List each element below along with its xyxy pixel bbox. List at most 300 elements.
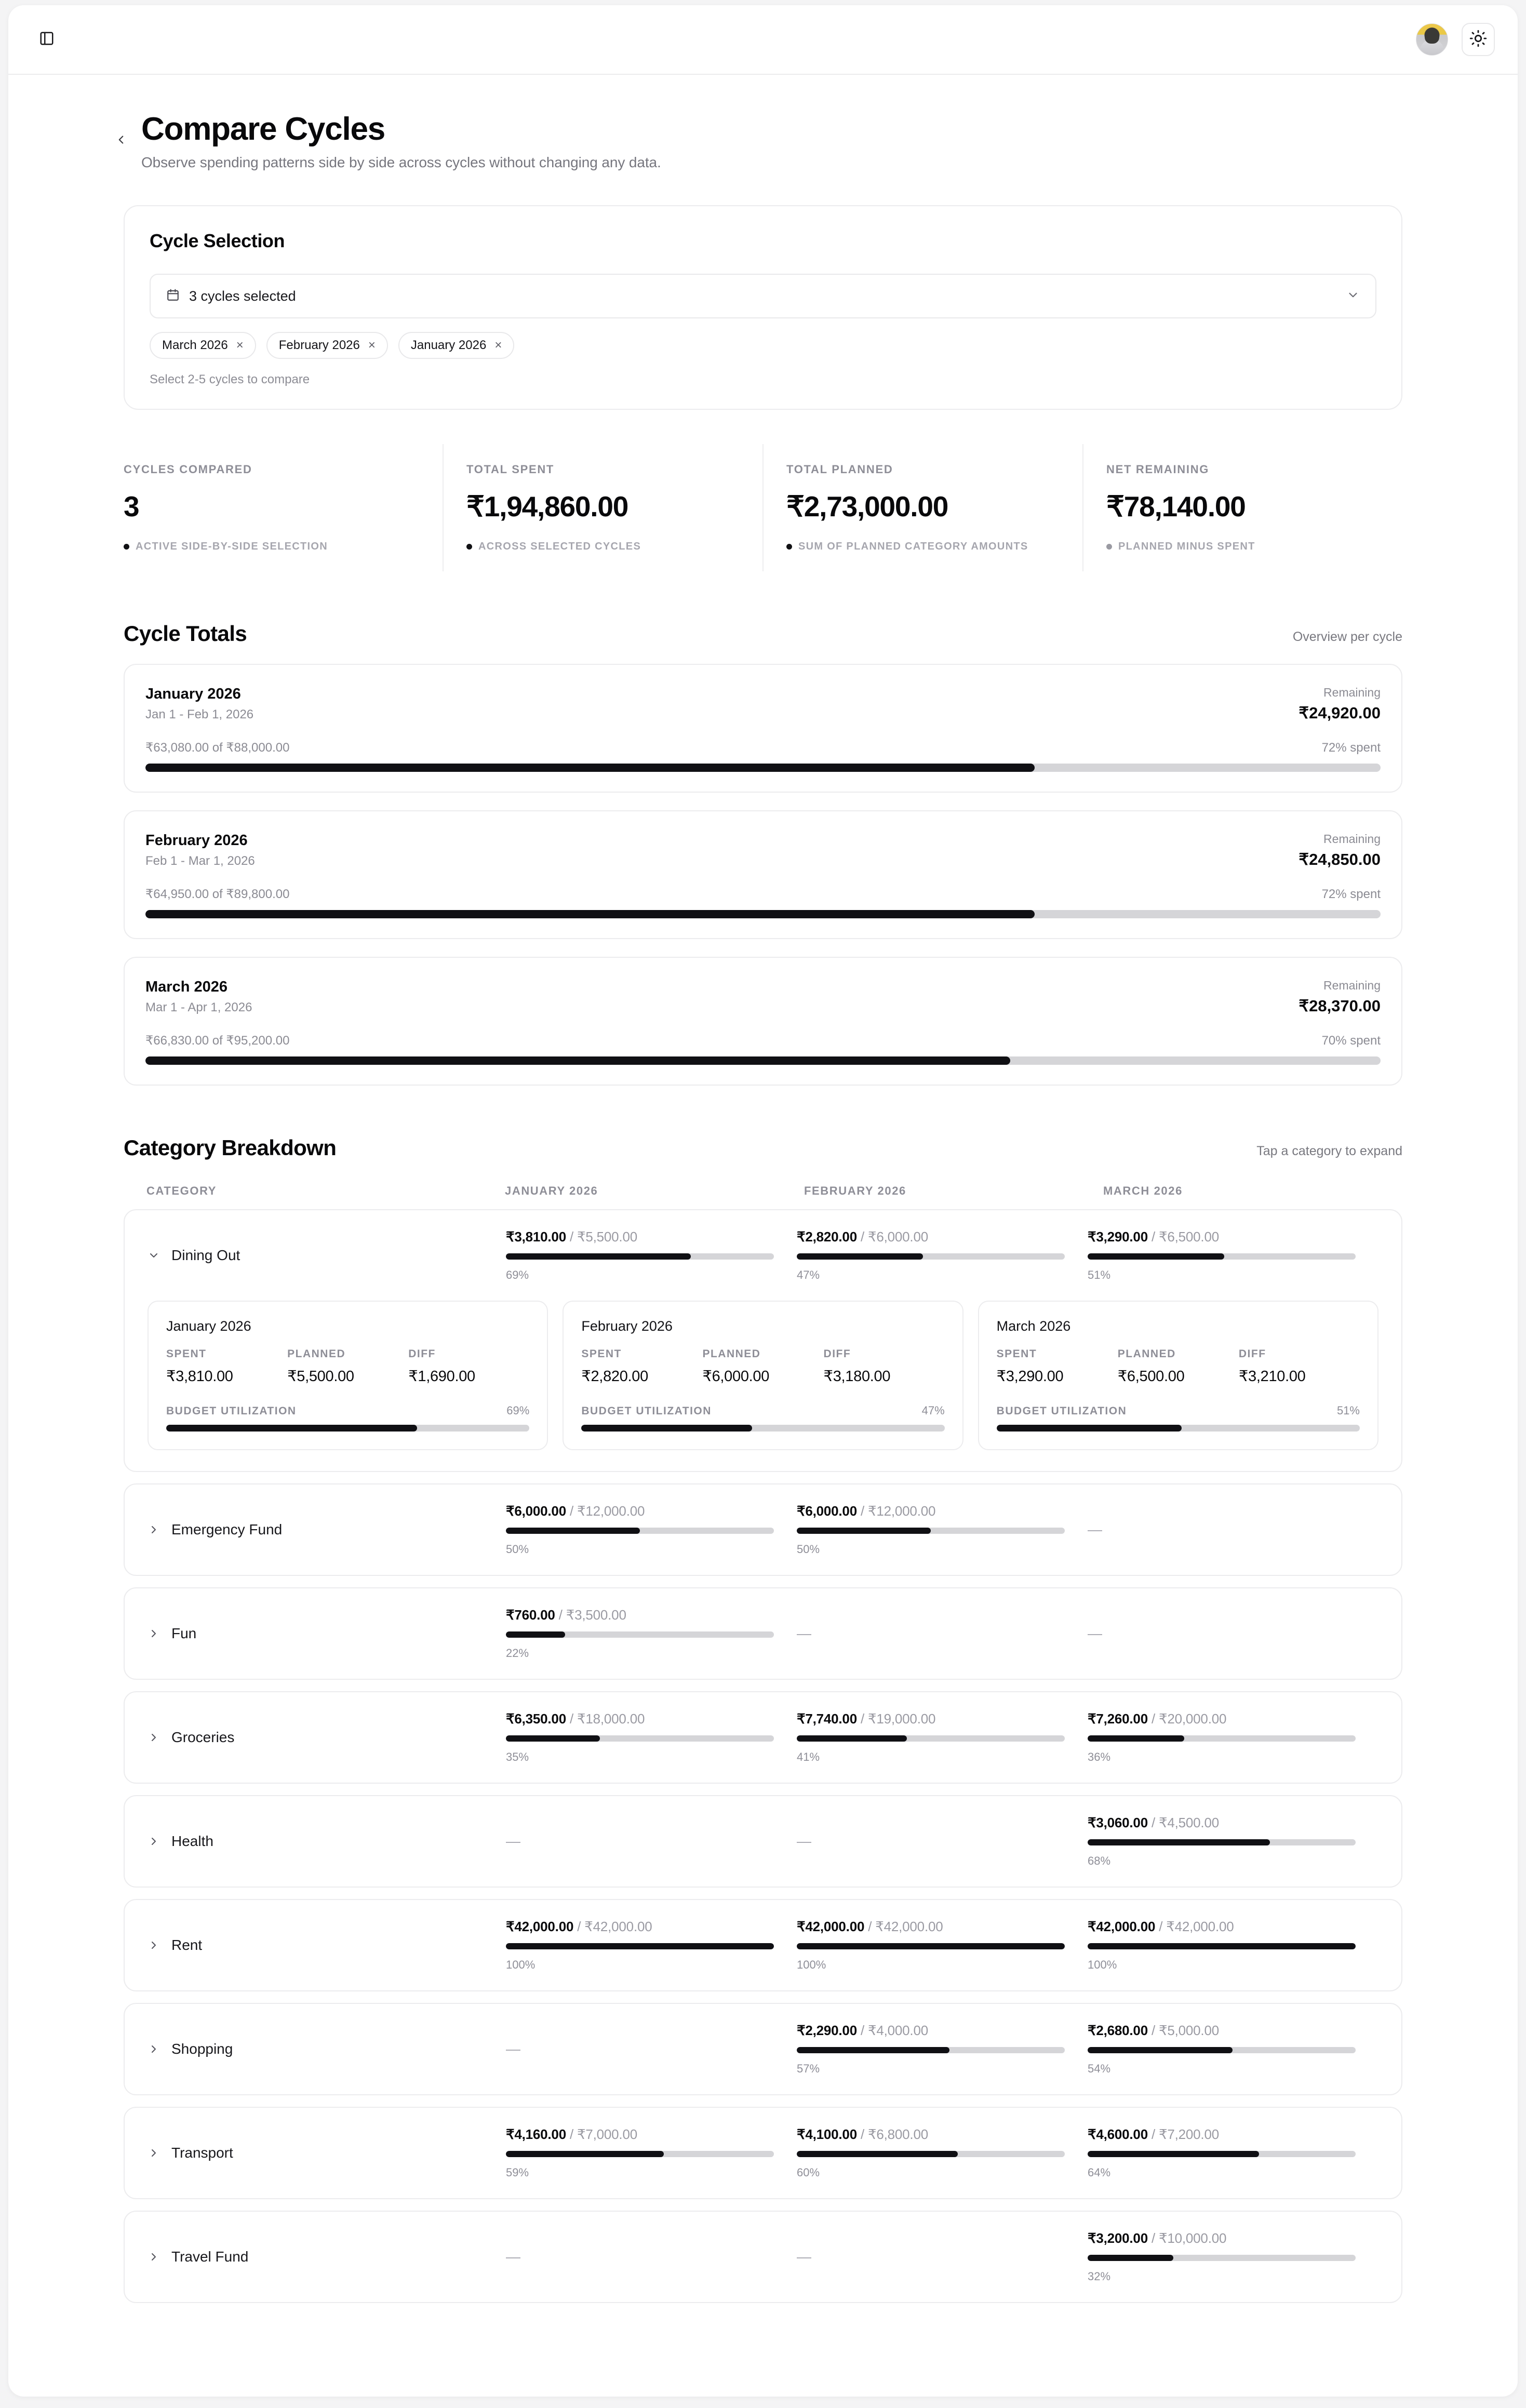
no-data-dash: — [797,1625,811,1642]
cycle-total-row-top [145,686,1381,723]
cycle-total-row-right [1299,686,1381,723]
category-name-cell [148,1247,506,1264]
category-name-cell [148,2145,506,2161]
cell-amount: ₹7,260.00 / ₹20,000.00 [1088,1711,1227,1727]
stat-note [786,541,1082,553]
cell-amount: ₹3,290.00 / ₹6,500.00 [1088,1229,1219,1245]
bottom-spacer [124,2303,1402,2397]
cell-percent: 36% [1088,1750,1111,1764]
cycle-total-row-left [145,979,252,1015]
cell-percent: 59% [506,2166,529,2179]
chevron-right-icon[interactable] [148,1835,160,1848]
category-cell [506,1229,797,1282]
cell-planned: / ₹3,500.00 [558,1607,626,1623]
detail-diff [408,1348,529,1385]
progress-fill [1088,2151,1259,2157]
cell-planned: / ₹19,000.00 [860,1711,936,1727]
cell-percent: 69% [506,1268,529,1282]
cell-percent: 50% [506,1543,529,1556]
cycle-totals-list [124,664,1402,1086]
category-name-cell [148,1521,506,1538]
detail-utilization-label: BUDGET UTILIZATION [166,1405,297,1417]
category-name: Shopping [171,2041,233,2057]
no-data-dash: — [506,2041,520,2057]
detail-planned-label: PLANNED [1117,1348,1176,1360]
progress-fill [145,764,1035,772]
chevron-right-icon[interactable] [148,2251,160,2263]
page-subtitle: Observe spending patterns side by side across cycles without changing any data. [141,154,661,171]
remaining-label: Remaining [1323,832,1381,846]
cycle-total-row-top [145,979,1381,1015]
stat-label: CYCLES COMPARED [124,463,252,476]
cell-amount: ₹3,200.00 / ₹10,000.00 [1088,2230,1227,2246]
cycle-chip-label: January 2026 [410,338,487,353]
progress-fill [797,2047,949,2053]
progress-track [1088,2255,1356,2261]
progress-track [797,1253,1065,1260]
detail-planned-value: ₹6,500.00 [1117,1368,1185,1385]
category-row[interactable] [125,1796,1401,1887]
category-name: Dining Out [171,1247,240,1264]
stat-value: ₹1,94,860.00 [466,490,628,523]
cell-amount: ₹6,350.00 / ₹18,000.00 [506,1711,645,1727]
cycle-chip[interactable] [266,332,388,359]
cell-percent: 47% [797,1268,820,1282]
detail-planned [702,1348,823,1385]
category-card [124,1209,1402,1472]
stat-value: 3 [124,490,139,523]
back-button[interactable] [109,129,133,153]
progress-fill [145,1056,1010,1065]
detail-spent [581,1348,702,1385]
progress-fill [506,1528,640,1534]
stat-note [1106,541,1402,553]
category-cell [797,1503,1088,1556]
no-data-dash: — [506,1833,520,1850]
detail-utilization-value: 47% [921,1404,945,1417]
detail-spent-label: SPENT [996,1348,1037,1360]
cycle-total-row-top [145,832,1381,869]
category-table-header [124,1184,1402,1198]
progress-fill [506,1253,691,1260]
progress-fill [506,1943,774,1949]
stat-cycles-compared [124,444,443,571]
progress-fill [1088,1735,1184,1742]
progress-fill [1088,1253,1224,1260]
category-row[interactable] [125,2004,1401,2094]
stat-note [124,541,420,553]
cell-percent: 50% [797,1543,820,1556]
category-cell [506,1919,797,1972]
detail-utilization-row [581,1404,944,1417]
category-card [124,2003,1402,2095]
stat-label: NET REMAINING [1106,463,1210,476]
category-row[interactable] [125,1484,1401,1575]
category-card [124,1587,1402,1680]
cycle-total-row[interactable] [124,957,1402,1086]
spent-of-planned: ₹66,830.00 of ₹95,200.00 [145,1034,290,1048]
close-icon[interactable]: × [236,338,244,353]
sun-icon [1469,30,1487,50]
category-cell-empty [1088,1521,1378,1538]
stat-label: TOTAL SPENT [466,463,555,476]
main-content [8,205,1518,410]
cell-percent: 100% [1088,1958,1117,1972]
status-dot-icon [1106,544,1112,550]
top-bar [8,5,1518,75]
category-cell [506,1711,797,1764]
cell-planned: / ₹42,000.00 [577,1919,652,1935]
detail-planned-label: PLANNED [702,1348,761,1360]
progress-fill [581,1425,752,1432]
category-list [124,1209,1402,2303]
cell-amount: ₹7,740.00 / ₹19,000.00 [797,1711,936,1727]
cycle-dates: Mar 1 - Apr 1, 2026 [145,1000,252,1015]
stat-label: TOTAL PLANNED [786,463,893,476]
stat-value: ₹78,140.00 [1106,490,1246,523]
page-header [124,75,1518,171]
detail-diff-value: ₹3,180.00 [823,1368,891,1385]
cycle-totals-header [124,621,1402,646]
progress-fill [506,1631,565,1638]
category-name: Travel Fund [171,2249,249,2265]
cycle-name: March 2026 [145,979,227,996]
detail-spent-value: ₹2,820.00 [581,1368,648,1385]
cell-planned: / ₹5,000.00 [1151,2023,1219,2039]
cell-percent: 100% [506,1958,536,1972]
category-name-cell [148,1729,506,1746]
progress-track [1088,1943,1356,1949]
no-data-dash: — [797,2249,811,2265]
cell-percent: 32% [1088,2270,1111,2283]
cycle-total-row-mid [145,887,1381,902]
cell-planned: / ₹10,000.00 [1151,2230,1227,2246]
stat-value: ₹2,73,000.00 [786,490,948,523]
category-card [124,1795,1402,1888]
detail-spent [166,1348,287,1385]
category-cell [1088,1711,1378,1764]
category-cell [797,1919,1088,1972]
sidebar-toggle-button[interactable] [33,26,60,53]
spent-of-planned: ₹64,950.00 of ₹89,800.00 [145,887,290,902]
cell-amount: ₹4,600.00 / ₹7,200.00 [1088,2126,1219,2143]
category-cell-empty [506,2249,797,2265]
progress-track [797,1943,1065,1949]
cell-planned: / ₹12,000.00 [569,1503,645,1519]
category-cell [797,2126,1088,2179]
cycle-total-row-left [145,832,255,868]
stat-note-text: PLANNED MINUS SPENT [1118,541,1255,553]
chevron-right-icon[interactable] [148,1627,160,1640]
cell-amount: ₹2,290.00 / ₹4,000.00 [797,2023,928,2039]
cycle-dates: Jan 1 - Feb 1, 2026 [145,707,254,722]
cell-amount: ₹4,100.00 / ₹6,800.00 [797,2126,928,2143]
cell-amount: ₹42,000.00 / ₹42,000.00 [797,1919,943,1935]
cell-amount: ₹42,000.00 / ₹42,000.00 [1088,1919,1234,1935]
cell-amount: ₹2,820.00 / ₹6,000.00 [797,1229,928,1245]
cell-planned: / ₹5,500.00 [569,1229,637,1245]
detail-planned-label: PLANNED [287,1348,346,1360]
no-data-dash: — [1088,1521,1102,1538]
remaining-value: ₹24,850.00 [1299,850,1381,869]
progress-track [506,2151,774,2157]
section-note: Overview per cycle [1292,630,1402,645]
main-content-lower [8,621,1518,2397]
cell-percent: 41% [797,1750,820,1764]
category-name-cell [148,1833,506,1850]
detail-planned [1118,1348,1239,1385]
detail-spent-value: ₹3,290.00 [996,1368,1064,1385]
cell-planned: / ₹6,800.00 [860,2126,928,2143]
progress-track [166,1425,529,1432]
detail-planned-value: ₹5,500.00 [287,1368,354,1385]
detail-cycle-name: March 2026 [996,1318,1071,1334]
cell-amount: ₹6,000.00 / ₹12,000.00 [506,1503,645,1519]
chevron-right-icon[interactable] [148,1731,160,1744]
cycle-chip-label: March 2026 [162,338,228,353]
detail-utilization-value: 69% [506,1404,530,1417]
cell-amount: ₹42,000.00 / ₹42,000.00 [506,1919,652,1935]
category-cell [1088,1229,1378,1282]
cycle-selection-hint: Select 2-5 cycles to compare [150,372,310,387]
column-header-march: MARCH 2026 [1103,1184,1183,1198]
close-icon[interactable]: × [494,338,502,353]
detail-metrics [997,1348,1360,1385]
progress-fill [166,1425,417,1432]
detail-metrics [166,1348,529,1385]
category-cell-empty [797,1625,1088,1642]
category-row[interactable] [125,2212,1401,2302]
chevron-right-icon[interactable] [148,2043,160,2055]
detail-diff-label: DIFF [823,1348,851,1360]
stat-note-text: ACTIVE SIDE-BY-SIDE SELECTION [136,541,328,553]
no-data-dash: — [506,2249,520,2265]
detail-utilization-value: 51% [1336,1404,1360,1417]
cell-percent: 57% [797,2062,820,2076]
section-title: Cycle Totals [124,621,247,646]
cell-planned: / ₹6,000.00 [860,1229,928,1245]
category-row[interactable] [125,1900,1401,1990]
cell-percent: 51% [1088,1268,1111,1282]
detail-diff [824,1348,945,1385]
category-name-cell [148,2249,506,2265]
detail-spent [997,1348,1118,1385]
cycle-select-dropdown[interactable] [150,274,1376,318]
cycle-select-value: 3 cycles selected [189,288,296,304]
category-cell [506,1607,797,1660]
category-card [124,1483,1402,1576]
section-title: Category Breakdown [124,1135,337,1160]
detail-diff-label: DIFF [408,1348,436,1360]
progress-track [145,764,1381,772]
progress-fill [506,1735,600,1742]
category-cell [1088,1815,1378,1868]
top-bar-left [33,26,60,53]
detail-utilization-label: BUDGET UTILIZATION [581,1405,712,1417]
status-dot-icon [786,544,792,550]
column-header-february: FEBRUARY 2026 [804,1184,906,1198]
page-header-text [141,111,661,171]
progress-fill [997,1425,1182,1432]
selected-cycle-chips [150,332,1376,359]
close-icon[interactable]: × [368,338,376,353]
stat-note-text: ACROSS SELECTED CYCLES [478,541,641,553]
cell-planned: / ₹42,000.00 [1159,1919,1234,1935]
category-name: Fun [171,1625,197,1642]
category-name: Emergency Fund [171,1521,283,1538]
category-card [124,2107,1402,2199]
cell-amount: ₹2,680.00 / ₹5,000.00 [1088,2023,1219,2039]
cell-percent: 22% [506,1647,529,1660]
top-bar-right [1416,23,1495,56]
category-name: Transport [171,2145,233,2161]
progress-track [581,1425,944,1432]
progress-track [1088,2047,1356,2053]
progress-fill [797,1943,1065,1949]
category-name: Rent [171,1937,203,1954]
avatar[interactable] [1416,23,1448,56]
calendar-icon [166,288,180,304]
category-cell [797,1711,1088,1764]
category-cell-empty [506,2041,797,2057]
category-cell [797,1229,1088,1282]
progress-track [506,1943,774,1949]
detail-metrics [581,1348,944,1385]
progress-track [506,1735,774,1742]
cell-percent: 60% [797,2166,820,2179]
cycle-detail-card [563,1301,963,1450]
progress-track [1088,1839,1356,1845]
remaining-value: ₹24,920.00 [1299,704,1381,723]
category-cell [1088,2230,1378,2283]
column-header-january: JANUARY 2026 [505,1184,598,1198]
stat-total-spent [443,444,762,571]
category-name-cell [148,1937,506,1954]
category-card [124,2211,1402,2303]
cycle-name: February 2026 [145,832,248,849]
category-cell [1088,2023,1378,2076]
detail-utilization-row [997,1404,1360,1417]
cycle-dates: Feb 1 - Mar 1, 2026 [145,854,255,868]
stat-net-remaining [1082,444,1402,571]
cycle-selection-title: Cycle Selection [150,230,285,252]
status-dot-icon [124,544,129,550]
progress-fill [1088,2047,1233,2053]
progress-track [506,1528,774,1534]
page-title: Compare Cycles [141,111,385,147]
cell-amount: ₹4,160.00 / ₹7,000.00 [506,2126,637,2143]
detail-spent-label: SPENT [166,1348,207,1360]
category-row[interactable] [125,1210,1401,1301]
percent-spent-label: 72% spent [1321,741,1381,755]
cycle-detail-card [978,1301,1378,1450]
category-row[interactable] [125,1588,1401,1679]
progress-track [797,2151,1065,2157]
cycle-total-row-right [1299,832,1381,869]
cell-planned: / ₹6,500.00 [1151,1229,1219,1245]
cycle-selection-card [124,205,1402,410]
cycle-chip[interactable] [150,332,256,359]
cycle-total-row[interactable] [124,664,1402,793]
detail-diff-value: ₹1,690.00 [408,1368,475,1385]
category-cell [797,2023,1088,2076]
progress-fill [797,1528,931,1534]
percent-spent-label: 72% spent [1321,887,1381,902]
progress-fill [797,1253,923,1260]
progress-track [145,910,1381,918]
category-cell-empty [797,1833,1088,1850]
category-cell [506,2126,797,2179]
cell-amount: ₹760.00 / ₹3,500.00 [506,1607,626,1623]
detail-spent-label: SPENT [581,1348,622,1360]
progress-track [506,1631,774,1638]
chevron-down-icon[interactable] [148,1249,160,1262]
cycle-total-row-left [145,686,253,722]
chevron-right-icon[interactable] [148,1523,160,1536]
category-row[interactable] [125,1692,1401,1783]
cell-amount: ₹3,060.00 / ₹4,500.00 [1088,1815,1219,1831]
cell-planned: / ₹7,000.00 [569,2126,637,2143]
category-card [124,1691,1402,1784]
category-row[interactable] [125,2108,1401,2198]
percent-spent-label: 70% spent [1321,1034,1381,1048]
cycle-total-row-mid [145,740,1381,755]
section-note: Tap a category to expand [1256,1144,1402,1159]
spent-of-planned: ₹63,080.00 of ₹88,000.00 [145,741,290,755]
category-name-cell [148,1625,506,1642]
detail-diff-value: ₹3,210.00 [1238,1368,1306,1385]
chevron-right-icon[interactable] [148,2147,160,2159]
category-detail-panel [125,1301,1401,1471]
progress-track [1088,2151,1356,2157]
cycle-detail-card [148,1301,548,1450]
cycle-chip-label: February 2026 [278,338,360,353]
cell-percent: 54% [1088,2062,1111,2076]
theme-toggle-button[interactable] [1462,23,1495,56]
cycle-total-row[interactable] [124,810,1402,939]
category-breakdown-header [124,1135,1402,1160]
cycle-total-row-right [1299,979,1381,1015]
cycle-select-value-group [166,288,296,304]
chevron-right-icon[interactable] [148,1939,160,1951]
cell-planned: / ₹12,000.00 [860,1503,936,1519]
detail-spent-value: ₹3,810.00 [166,1368,233,1385]
detail-planned [287,1348,408,1385]
cell-planned: / ₹20,000.00 [1151,1711,1227,1727]
category-name-cell [148,2041,506,2057]
category-name: Groceries [171,1729,235,1746]
category-card [124,1899,1402,1991]
progress-fill [797,2151,958,2157]
cycle-chip[interactable] [398,332,514,359]
detail-cycle-name: February 2026 [581,1318,673,1334]
no-data-dash: — [1088,1625,1102,1642]
progress-track [1088,1253,1356,1260]
progress-fill [506,2151,664,2157]
progress-track [797,1528,1065,1534]
cell-percent: 68% [1088,1854,1111,1868]
stat-note [466,541,762,553]
app-window [8,5,1518,2397]
progress-fill [145,910,1035,918]
progress-fill [797,1735,907,1742]
detail-utilization-row [166,1404,529,1417]
progress-track [797,1735,1065,1742]
category-cell-empty [506,1833,797,1850]
remaining-label: Remaining [1323,686,1381,700]
cell-amount: ₹3,810.00 / ₹5,500.00 [506,1229,637,1245]
cell-percent: 64% [1088,2166,1111,2179]
